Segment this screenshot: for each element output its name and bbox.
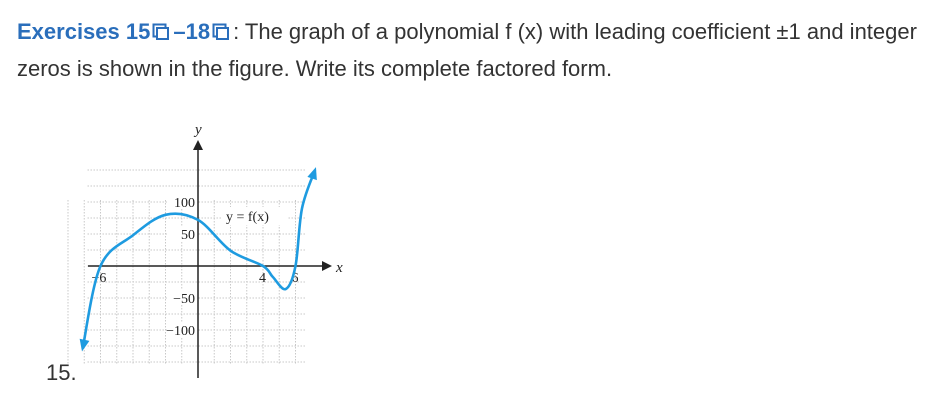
curve-start-arrow-icon (80, 339, 90, 352)
function-label: y = f(x) (226, 210, 269, 225)
prompt-body: The graph of a polynomial f (x) with leading coefficient ±1 and integer zeros is shown in the figure. Write its complete factored form. (17, 19, 917, 81)
y-tick-label: −50 (173, 292, 195, 307)
problem-number: 15. (46, 360, 77, 385)
x-tick-label: 6 (291, 271, 299, 286)
x-axis-label: x (336, 260, 343, 276)
y-axis-arrow-icon (193, 140, 203, 150)
curve-end-arrow-icon (307, 167, 316, 180)
x-axis-arrow-icon (322, 261, 332, 271)
y-tick-label: 100 (174, 196, 195, 211)
function-curve (83, 170, 315, 349)
prompt-colon: : (233, 19, 245, 44)
x-tick-label: −6 (91, 271, 107, 286)
x-tick-label: 4 (259, 271, 266, 286)
exercise-range-end: –18 (173, 19, 211, 44)
y-axis-label: y (195, 122, 202, 138)
y-tick-label: 50 (181, 228, 195, 243)
y-tick-label: −100 (166, 324, 195, 339)
exercise-range-start: Exercises 15 (17, 19, 151, 44)
